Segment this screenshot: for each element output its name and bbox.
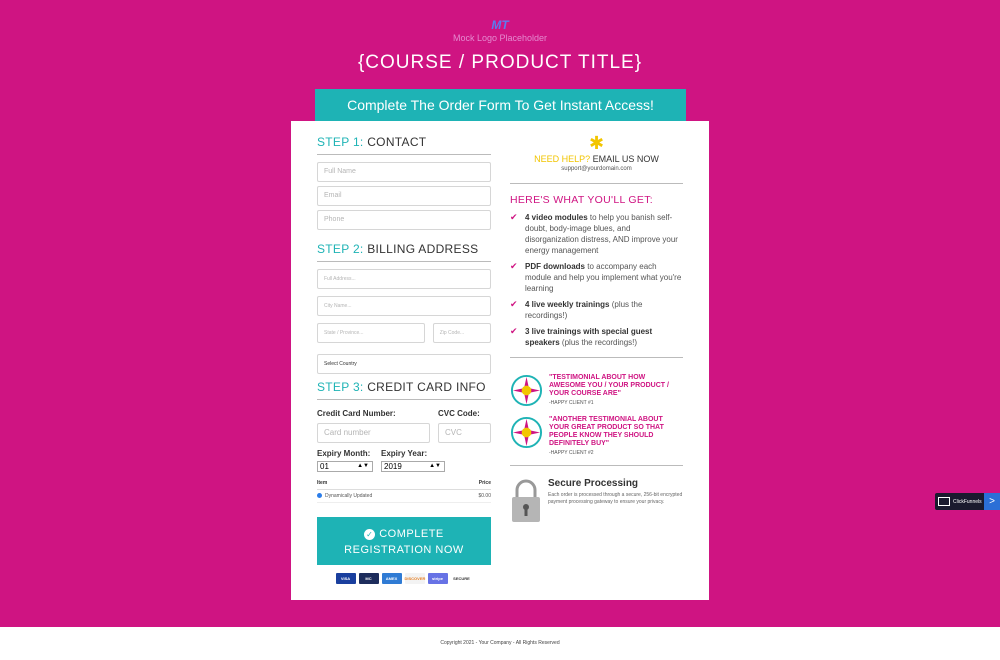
city-input[interactable]: City Name... [317,296,491,316]
benefit-text: (plus the recordings!) [559,338,638,347]
email-input[interactable]: Email [317,186,491,206]
benefit-bold: 4 live weekly trainings [525,300,610,309]
benefit-text: to accompany each module and help you implement what you're learning [525,262,682,293]
zip-input[interactable]: Zip Code... [433,323,491,343]
address-input[interactable]: Full Address... [317,269,491,289]
help-prefix: NEED HELP? [534,154,591,164]
item-price: $0.00 [478,493,491,499]
price-header: Price [478,480,491,486]
step-number: STEP 1: [317,135,364,149]
testimonial-quote: "TESTIMONIAL ABOUT HOW AWESOME YOU / YOUR PRODUCT / YOUR COURSE ARE" [549,374,669,397]
step-billing-heading [317,242,491,262]
benefit-bold: 3 live trainings with special guest speakers [525,327,653,347]
order-summary-header [317,480,491,490]
cvc-label: CVC Code: [438,409,480,418]
expiry-month-select[interactable] [317,461,373,472]
testimonial-quote: "ANOTHER TESTIMONIAL ABOUT YOUR GREAT PRODUCT SO THAT PEOPLE KNOW THEY SHOULD DEFINITELY BUY" [549,416,664,447]
amex-icon: AMEX [382,573,402,584]
testimonial [510,416,683,456]
expiry-month-label: Expiry Month: [317,449,371,458]
sidebar [510,135,683,524]
divider [510,465,683,466]
mastercard-icon: MC [359,573,379,584]
visa-icon: VISA [336,573,356,584]
country-select[interactable]: Select Country [317,354,491,374]
secure-processing [510,478,683,524]
check-icon: ✔ [510,212,518,222]
item-header: Item [317,480,328,486]
stripe-icon: stripe [428,573,448,584]
select-arrows-icon: ▲▼ [429,463,441,469]
step-contact-heading [317,135,491,155]
padlock-icon [510,478,542,524]
step-number: STEP 2: [317,242,364,256]
benefit-text: (plus the recordings!) [525,300,643,320]
order-banner: Complete The Order Form To Get Instant Access! [315,89,686,121]
page-title: {COURSE / PRODUCT TITLE} [357,52,643,73]
full-name-input[interactable]: Full Name [317,162,491,182]
phone-input[interactable]: Phone [317,210,491,230]
discover-icon: DISCOVER [405,573,425,584]
divider [510,183,683,184]
expiry-year-label: Expiry Year: [381,449,428,458]
expiry-month-value: 01 [320,462,329,471]
step-label: CONTACT [367,135,427,149]
logo-mark: MT [491,18,509,32]
secure-text: Each order is processed through a secure, 256-bit encrypted payment processing gateway to ensure your privacy. [548,492,683,505]
select-arrows-icon: ▲▼ [357,463,369,469]
step-number: STEP 3: [317,380,364,394]
complete-registration-button[interactable] [317,517,491,565]
chevron-right-icon[interactable]: > [984,493,1000,510]
state-input[interactable]: State / Province... [317,323,425,343]
order-item-row[interactable] [317,493,491,503]
clickfunnels-badge[interactable] [935,493,988,510]
benefit-item [510,299,683,321]
step-label: CREDIT CARD INFO [367,380,486,394]
clickfunnels-logo-icon [938,497,950,506]
step-label: BILLING ADDRESS [367,242,479,256]
benefits-title: HERE'S WHAT YOU'LL GET: [510,194,653,206]
benefit-bold: PDF downloads [525,262,585,271]
expiry-year-select[interactable] [381,461,445,472]
asterisk-icon: ✱ [588,133,605,153]
compass-icon [510,416,543,449]
order-card [291,121,709,600]
footer: Copyright 2021 - Your Company - All Rights Reserved [0,627,1000,660]
benefit-item [510,326,683,348]
benefit-bold: 4 video modules [525,213,588,222]
benefit-text: to help you banish self-doubt, body-image blues, and disorganization distress, AND improve your energy management [525,213,678,255]
check-icon: ✔ [510,299,518,309]
payment-logos [317,573,491,584]
card-number-label: Credit Card Number: [317,409,396,418]
radio-selected-icon[interactable] [317,493,322,498]
compass-icon [510,374,543,407]
benefit-item [510,261,683,294]
item-name: Dynamically Updated [325,493,373,499]
card-number-input[interactable]: Card number [317,423,430,443]
divider [510,357,683,358]
check-icon: ✔ [510,326,518,336]
testimonial [510,374,683,407]
order-form [317,135,491,584]
help-block [510,135,683,172]
cvc-input[interactable]: CVC [438,423,491,443]
check-icon: ✔ [510,261,518,271]
secure-seal-icon: SECURE [451,573,473,584]
secure-title: Secure Processing [548,478,639,489]
benefit-item [510,212,683,256]
badge-label: ClickFunnels [953,498,982,505]
check-circle-icon: ✓ [366,529,374,539]
cta-line-2: REGISTRATION NOW [344,544,464,556]
help-heading [510,154,683,164]
testimonial-author: -HAPPY CLIENT #1 [549,400,594,406]
help-suffix: EMAIL US NOW [592,154,659,164]
expiry-year-value: 2019 [384,462,402,471]
logo [0,18,1000,44]
logo-text: Mock Logo Placeholder [452,33,548,43]
testimonial-author: -HAPPY CLIENT #2 [549,450,594,456]
step-card-heading [317,380,491,400]
cta-line-1: COMPLETE [379,528,444,540]
help-email[interactable]: support@yourdomain.com [561,166,632,172]
